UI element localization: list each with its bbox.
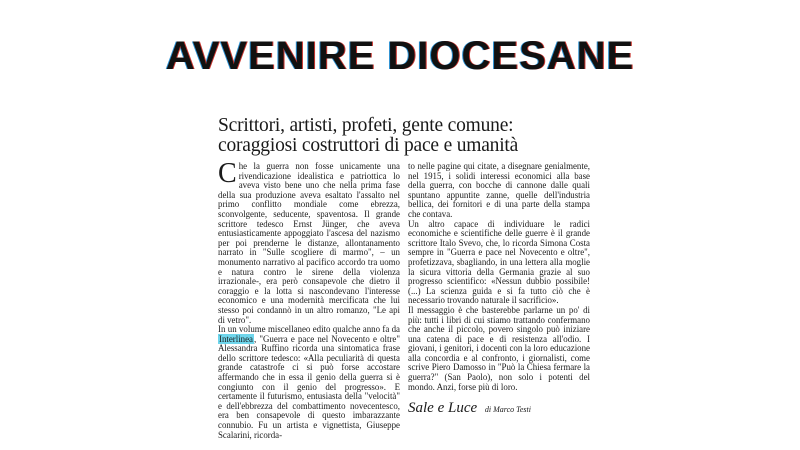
page-banner-title: AVVENIRE DIOCESANE [165,34,635,78]
left-paragraph-1 [218,158,400,325]
drop-cap: C [218,158,237,189]
right-paragraph-3: Il messaggio è che basterebbe parlarne un po' di più: tutti i libri di cui stiamo trattando confermano che anche il piccolo, povero singolo può iniziare una catena di pace e di resistenza all'odio. I giovani, i genitori, i docenti con la loro educazione alla concordia e al confronto, i giornalisti, come scrive Piero Damosso in "Può la Chiesa fermare la guerra?" (San Paolo), non solo i potenti del mondo. Anzi, forse più di loro. [408,304,590,392]
article-clipping [218,116,590,450]
right-column [408,162,590,440]
left-paragraph-2 [218,325,400,440]
headline-line-2: coraggiosi costruttori di pace e umanità [218,135,519,156]
article-headline [218,116,590,156]
rubric-author: di Marco Testi [484,405,531,415]
left-paragraph-1-text: he la guerra non fosse unicamente una rivendicazione idealistica e patriottica lo aveva visto bene uno che nella prima fase della sua produzione aveva esaltato l'assalto nel primo conflitto mondiale come ebrezza, sconvolgente, seducente, spaventosa. Il grande scrittore tedesco Ernst Jünger, che aveva entusiasticamente appoggiato l'ascesa del nazismo per poi prenderne le distanze, allontanamento narrato in "Sulle scogliere di marmo", – un monumento narrativo al pacifico accordo tra uomo e natura contro le sirene della violenza irrazionale-, era però consapevole che dietro il coraggio e la lotta si nascondevano l'interesse economico e una modernità mercificata che lui stesso poi condannò in un altro romanzo, "Le api di vetro". [218,161,400,325]
rubric-title: Sale e Luce [408,400,478,417]
right-paragraph-1: to nelle pagine qui citate, a disegnare genialmente, nel 1915, i solidi interessi economici alla base della guerra, con bocche di cannone dalle quali spuntano appuntite zanne, quelle dell'industria bellica, dei fornitori e di una parte della stampa che contava. [408,161,590,219]
article-columns [218,158,590,440]
left-paragraph-2-start: In un volume miscellaneo edito qualche anno fa da [218,324,400,335]
headline-line-1: Scrittori, artisti, profeti, gente comune: [218,116,514,136]
right-paragraph-2: Un altro capace di individuare le radici economiche e scientifiche delle guerre è il grande scrittore Italo Svevo, che, lo ricorda Simona Costa sempre in "Guerra e pace nel Novecento e oltre", profetizzava, sbagliando, in una lettera alla moglie la sicura vittoria della Germania grazie al suo progresso scientifico: «Nessun dubbio possibile! (...) La scienza guida e si fa tutto ciò che è necessario trovando naturale il sacrificio». [408,218,590,306]
highlighted-publisher: Interlinea [219,333,254,344]
column-rubric [408,400,590,418]
left-paragraph-2-end: , "Guerra e pace nel Novecento e oltre" Alessandra Ruffino ricorda una sintomatica frase dello scrittore tedesco: «Alla peculiarità di questa grande catastrofe ci si può forse accostare affermando che in essa il genio della guerra si è congiunto con il genio del progresso». E certamente il futurismo, entusiasta della "velocità" e dell'ebbrezza del combattimento novecentesco, era ben consapevole di questo imbarazzante connubio. Fu un artista e vignettista, Giuseppe Scalarini, ricorda- [218,333,400,440]
left-column [218,158,400,440]
